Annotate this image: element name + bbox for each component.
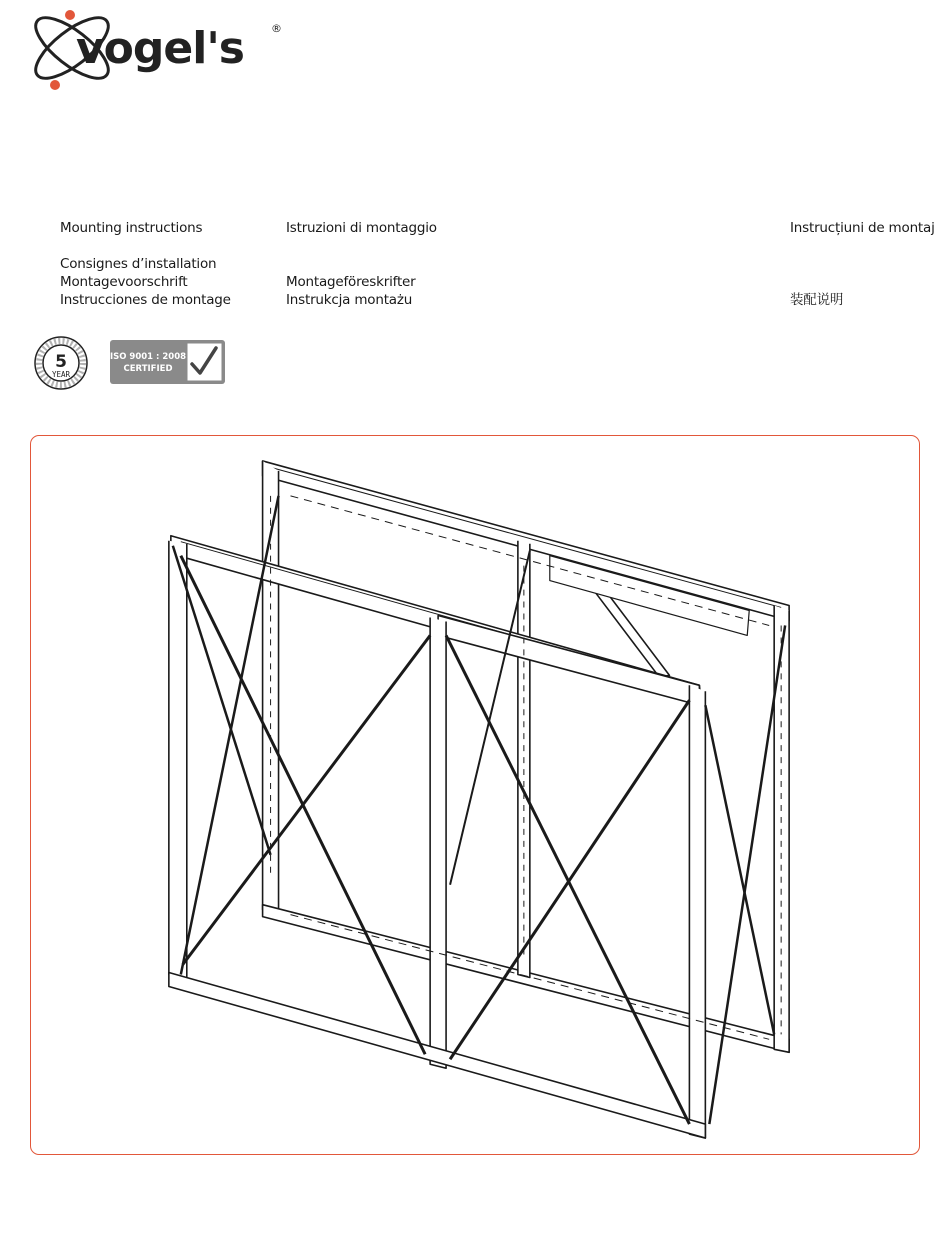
title-it: Istruzioni di montaggio [286,220,437,236]
svg-text:® [271,22,282,35]
guarantee-unit: YEAR [51,370,71,379]
iso-line1: ISO 9001 : 2008 [110,352,187,362]
title-en: Mounting instructions [60,220,203,236]
iso-line2: CERTIFIED [123,364,173,374]
svg-text:vogel's [76,23,244,74]
orbit-dot-top [65,10,75,20]
iso-certified-badge [110,340,225,384]
guarantee-badge [33,335,89,391]
svg-text:YEAR [52,370,71,379]
registered-mark: ® [271,22,282,35]
logo-wordmark: vogel's [76,23,244,74]
wall-mount-frame-icon [31,436,919,1154]
iso-badge-graphic [110,340,225,384]
title-de: Montagevoorschrift [60,274,188,290]
vogels-logo [24,4,294,94]
svg-text:ISO 9001 : 2008 [110,352,186,362]
guarantee-seal-icon [33,335,89,391]
title-es: Instrucciones de montage [60,292,231,308]
orbit-dot-bottom [50,80,60,90]
title-pl: Instrukcja montażu [286,292,413,308]
title-sv: Montageföreskrifter [286,274,416,290]
title-fr: Consignes d’installation [60,256,217,272]
svg-text:5 [55,352,67,372]
illustration-frame [30,435,920,1155]
title-ro: Instrucțiuni de montaj [790,220,935,236]
guarantee-years: 5 [55,352,67,372]
svg-text:CERTIFIED [124,364,173,374]
logo-graphic [24,4,294,94]
title-zh: 装配说明 [790,292,844,308]
